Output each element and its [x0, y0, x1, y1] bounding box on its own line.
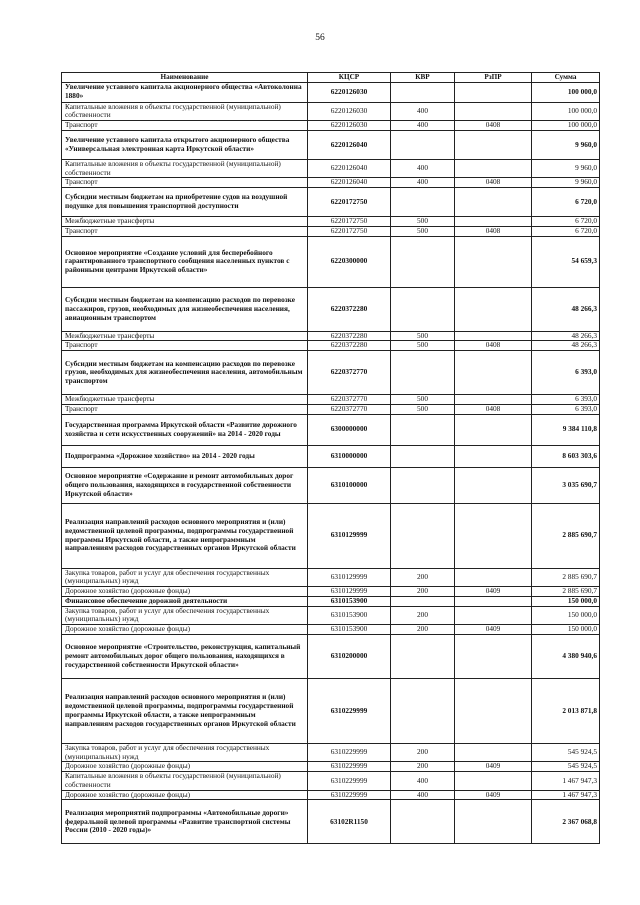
table-row: [62, 341, 600, 351]
cell-rzpr: [455, 159, 532, 178]
cell-kvr: [391, 236, 455, 287]
cell-name: Транспорт: [62, 404, 308, 414]
cell-rzpr: [455, 772, 532, 791]
cell-rzpr: 0409: [455, 587, 532, 597]
cell-name: Закупка товаров, работ и услуг для обеспечения государственных (муниципальных) нужд: [62, 606, 308, 625]
cell-kcsr: 6220126040: [308, 130, 391, 159]
cell-kvr: 400: [391, 121, 455, 131]
cell-name: Подпрограмма «Дорожное хозяйство» на 2014 - 2020 годы: [62, 445, 308, 467]
cell-kcsr: 6220172750: [308, 226, 391, 236]
cell-name: Капитальные вложения в объекты государственной (муниципальной) собственности: [62, 159, 308, 178]
cell-kvr: 400: [391, 178, 455, 188]
cell-rzpr: [455, 467, 532, 503]
cell-sum: 150 000,0: [532, 606, 600, 625]
table-row: [62, 178, 600, 188]
cell-name: Государственная программа Иркутской области «Развитие дорожного хозяйства и сети искусственных сооружений» на 2014 - 2020 годы: [62, 414, 308, 445]
cell-name: Закупка товаров, работ и услуг для обеспечения государственных (муниципальных) нужд: [62, 568, 308, 587]
cell-kcsr: 6220372770: [308, 351, 391, 395]
header-name: Наименование: [62, 73, 308, 83]
cell-rzpr: 0409: [455, 790, 532, 800]
cell-kvr: 500: [391, 226, 455, 236]
cell-name: Закупка товаров, работ и услуг для обеспечения государственных (муниципальных) нужд: [62, 743, 308, 762]
cell-sum: 6 720,0: [532, 226, 600, 236]
cell-name: Транспорт: [62, 226, 308, 236]
cell-kvr: 500: [391, 217, 455, 227]
cell-kvr: [391, 678, 455, 743]
cell-name: Дорожное хозяйство (дорожные фонды): [62, 790, 308, 800]
cell-rzpr: [455, 634, 532, 678]
cell-rzpr: 0408: [455, 178, 532, 188]
cell-rzpr: [455, 217, 532, 227]
cell-sum: 48 266,3: [532, 287, 600, 331]
cell-name: Транспорт: [62, 178, 308, 188]
cell-rzpr: [455, 503, 532, 568]
cell-kvr: 200: [391, 568, 455, 587]
cell-name: Дорожное хозяйство (дорожные фонды): [62, 587, 308, 597]
cell-rzpr: [455, 678, 532, 743]
cell-kcsr: 6310129999: [308, 587, 391, 597]
cell-kcsr: 6310229999: [308, 678, 391, 743]
cell-kcsr: 6310229999: [308, 743, 391, 762]
cell-sum: 6 393,0: [532, 395, 600, 405]
cell-rzpr: [455, 287, 532, 331]
cell-sum: 100 000,0: [532, 82, 600, 102]
cell-kvr: 500: [391, 341, 455, 351]
cell-name: Увеличение уставного капитала акционерного общества «Автоколонна 1880»: [62, 82, 308, 102]
cell-kvr: [391, 634, 455, 678]
cell-kcsr: 6220126030: [308, 82, 391, 102]
cell-sum: 54 659,3: [532, 236, 600, 287]
cell-rzpr: [455, 82, 532, 102]
cell-kcsr: 6220126040: [308, 159, 391, 178]
cell-kcsr: 6310200000: [308, 634, 391, 678]
cell-sum: 2 885 690,7: [532, 587, 600, 597]
table-row: [62, 82, 600, 102]
table-row: [62, 678, 600, 743]
cell-name: Межбюджетные трансферты: [62, 395, 308, 405]
table-row: [62, 217, 600, 227]
cell-sum: 9 384 110,8: [532, 414, 600, 445]
cell-sum: 4 380 940,6: [532, 634, 600, 678]
cell-rzpr: 0409: [455, 762, 532, 772]
cell-sum: 6 720,0: [532, 217, 600, 227]
cell-kvr: [391, 82, 455, 102]
table-row: [62, 568, 600, 587]
cell-kcsr: 6310229999: [308, 790, 391, 800]
cell-kvr: [391, 467, 455, 503]
table-row: [62, 503, 600, 568]
cell-kcsr: 6220372280: [308, 331, 391, 341]
table-row: [62, 287, 600, 331]
cell-rzpr: 0408: [455, 341, 532, 351]
cell-kvr: 200: [391, 743, 455, 762]
cell-name: Субсидии местным бюджетам на компенсацию расходов по перевозке грузов, необходимых для жизнеобеспечения населения, автомобильным транспортом: [62, 351, 308, 395]
table-row: [62, 625, 600, 635]
table-row: [62, 772, 600, 791]
cell-sum: 8 603 303,6: [532, 445, 600, 467]
cell-kvr: [391, 351, 455, 395]
cell-rzpr: [455, 414, 532, 445]
cell-sum: 9 960,0: [532, 130, 600, 159]
cell-kcsr: 6220126030: [308, 102, 391, 121]
cell-kcsr: 6220372280: [308, 287, 391, 331]
table-row: [62, 596, 600, 606]
header-kcsr: КЦСР: [308, 73, 391, 83]
cell-name: Межбюджетные трансферты: [62, 217, 308, 227]
table-row: [62, 102, 600, 121]
cell-kvr: [391, 596, 455, 606]
cell-rzpr: 0408: [455, 121, 532, 131]
table-row: [62, 188, 600, 217]
cell-name: Межбюджетные трансферты: [62, 331, 308, 341]
cell-name: Дорожное хозяйство (дорожные фонды): [62, 625, 308, 635]
table-row: [62, 467, 600, 503]
cell-sum: 150 000,0: [532, 596, 600, 606]
cell-kcsr: 6220372770: [308, 395, 391, 405]
header-kvr: КВР: [391, 73, 455, 83]
cell-rzpr: [455, 596, 532, 606]
table-row: [62, 800, 600, 844]
cell-sum: 545 924,5: [532, 762, 600, 772]
cell-rzpr: [455, 130, 532, 159]
cell-sum: 6 720,0: [532, 188, 600, 217]
cell-name: Реализация мероприятий подпрограммы «Автомобильные дороги» федеральной целевой программы «Развитие транспортной системы России (2010 - 2020 годы)»: [62, 800, 308, 844]
cell-kcsr: 6310153900: [308, 596, 391, 606]
cell-kvr: 500: [391, 331, 455, 341]
cell-kvr: 400: [391, 159, 455, 178]
cell-kcsr: 6310229999: [308, 772, 391, 791]
cell-rzpr: [455, 351, 532, 395]
cell-name: Реализация направлений расходов основного мероприятия и (или) ведомственной целевой программы, подпрограммы государственной программы Иркутской области, а также непрограммным направлениям расходов государственных органов Иркутской области: [62, 503, 308, 568]
table-row: [62, 395, 600, 405]
cell-sum: 2 367 068,8: [532, 800, 600, 844]
cell-rzpr: [455, 568, 532, 587]
cell-name: Основное мероприятие «Строительство, реконструкция, капитальный ремонт автомобильных дорог общего пользования, находящихся в государственной собственности Иркутской области»: [62, 634, 308, 678]
cell-rzpr: 0408: [455, 226, 532, 236]
cell-kvr: [391, 287, 455, 331]
cell-kcsr: 6220126040: [308, 178, 391, 188]
cell-name: Капитальные вложения в объекты государственной (муниципальной) собственности: [62, 102, 308, 121]
cell-rzpr: [455, 395, 532, 405]
table-row: [62, 587, 600, 597]
cell-sum: 9 960,0: [532, 159, 600, 178]
cell-kvr: 200: [391, 762, 455, 772]
cell-name: Основное мероприятие «Содержание и ремонт автомобильных дорог общего пользования, находящихся в государственной собственности Иркутской области»: [62, 467, 308, 503]
cell-kvr: [391, 503, 455, 568]
cell-kcsr: 6220172750: [308, 188, 391, 217]
cell-sum: 150 000,0: [532, 625, 600, 635]
table-row: [62, 743, 600, 762]
cell-sum: 2 013 871,8: [532, 678, 600, 743]
budget-table: [61, 72, 600, 844]
table-row: [62, 121, 600, 131]
table-row: [62, 130, 600, 159]
cell-sum: 2 885 690,7: [532, 568, 600, 587]
cell-kvr: 200: [391, 587, 455, 597]
table-row: [62, 404, 600, 414]
table-row: [62, 414, 600, 445]
cell-sum: 100 000,0: [532, 102, 600, 121]
cell-kvr: 500: [391, 404, 455, 414]
cell-rzpr: 0408: [455, 404, 532, 414]
cell-sum: 1 467 947,3: [532, 790, 600, 800]
cell-kcsr: 6310229999: [308, 762, 391, 772]
cell-name: Финансовое обеспечение дорожной деятельности: [62, 596, 308, 606]
cell-name: Реализация направлений расходов основного мероприятия и (или) ведомственной целевой программы, подпрограммы государственной программы Иркутской области, а также непрограммным направлениям расходов государственных органов Иркутской области: [62, 678, 308, 743]
cell-kvr: [391, 188, 455, 217]
cell-rzpr: [455, 236, 532, 287]
cell-kcsr: 6220126030: [308, 121, 391, 131]
cell-sum: 2 885 690,7: [532, 503, 600, 568]
table-row: [62, 236, 600, 287]
cell-sum: 3 035 690,7: [532, 467, 600, 503]
header-sum: Сумма: [532, 73, 600, 83]
cell-kcsr: 6310129999: [308, 503, 391, 568]
cell-kvr: [391, 130, 455, 159]
cell-name: Субсидии местным бюджетам на компенсацию расходов по перевозке пассажиров, грузов, необходимых для жизнеобеспечения населения, авиационным транспортом: [62, 287, 308, 331]
page-number: 56: [315, 33, 325, 43]
cell-kvr: [391, 445, 455, 467]
cell-kcsr: 6220300000: [308, 236, 391, 287]
cell-name: Основное мероприятие «Создание условий для бесперебойного гарантированного транспортного сообщения населенных пунктов с районными центрами Иркутской области»: [62, 236, 308, 287]
cell-name: Капитальные вложения в объекты государственной (муниципальной) собственности: [62, 772, 308, 791]
cell-kcsr: 6310153900: [308, 606, 391, 625]
cell-kvr: 200: [391, 606, 455, 625]
table-row: [62, 790, 600, 800]
table-row: [62, 159, 600, 178]
cell-kcsr: 6310100000: [308, 467, 391, 503]
cell-kvr: [391, 800, 455, 844]
cell-name: Дорожное хозяйство (дорожные фонды): [62, 762, 308, 772]
cell-rzpr: [455, 102, 532, 121]
cell-kcsr: 6300000000: [308, 414, 391, 445]
cell-kvr: 400: [391, 102, 455, 121]
cell-kvr: [391, 414, 455, 445]
cell-sum: 6 393,0: [532, 404, 600, 414]
table-row: [62, 445, 600, 467]
cell-rzpr: [455, 800, 532, 844]
cell-sum: 48 266,3: [532, 341, 600, 351]
cell-kcsr: 6310129999: [308, 568, 391, 587]
table-header-row: [62, 73, 600, 83]
cell-rzpr: [455, 606, 532, 625]
cell-sum: 9 960,0: [532, 178, 600, 188]
table-row: [62, 606, 600, 625]
cell-kcsr: 6220172750: [308, 217, 391, 227]
cell-name: Увеличение уставного капитала открытого акционерного общества «Универсальная электронная карта Иркутской области»: [62, 130, 308, 159]
cell-kcsr: 6220372770: [308, 404, 391, 414]
cell-kcsr: 6310153900: [308, 625, 391, 635]
cell-kcsr: 6220372280: [308, 341, 391, 351]
header-rzpr: РзПР: [455, 73, 532, 83]
cell-sum: 6 393,0: [532, 351, 600, 395]
cell-kcsr: 63102R1150: [308, 800, 391, 844]
cell-name: Субсидии местным бюджетам на приобретение судов на воздушной подушке для повышения транспортной доступности: [62, 188, 308, 217]
cell-name: Транспорт: [62, 121, 308, 131]
table-row: [62, 351, 600, 395]
cell-kvr: 400: [391, 790, 455, 800]
cell-sum: 100 000,0: [532, 121, 600, 131]
cell-sum: 545 924,5: [532, 743, 600, 762]
cell-rzpr: [455, 743, 532, 762]
cell-kvr: 500: [391, 395, 455, 405]
cell-kcsr: 6310000000: [308, 445, 391, 467]
cell-sum: 48 266,3: [532, 331, 600, 341]
cell-name: Транспорт: [62, 341, 308, 351]
table-row: [62, 634, 600, 678]
cell-sum: 1 467 947,3: [532, 772, 600, 791]
cell-kvr: 200: [391, 625, 455, 635]
cell-rzpr: [455, 445, 532, 467]
cell-rzpr: 0409: [455, 625, 532, 635]
cell-kvr: 400: [391, 772, 455, 791]
table-row: [62, 226, 600, 236]
cell-rzpr: [455, 188, 532, 217]
